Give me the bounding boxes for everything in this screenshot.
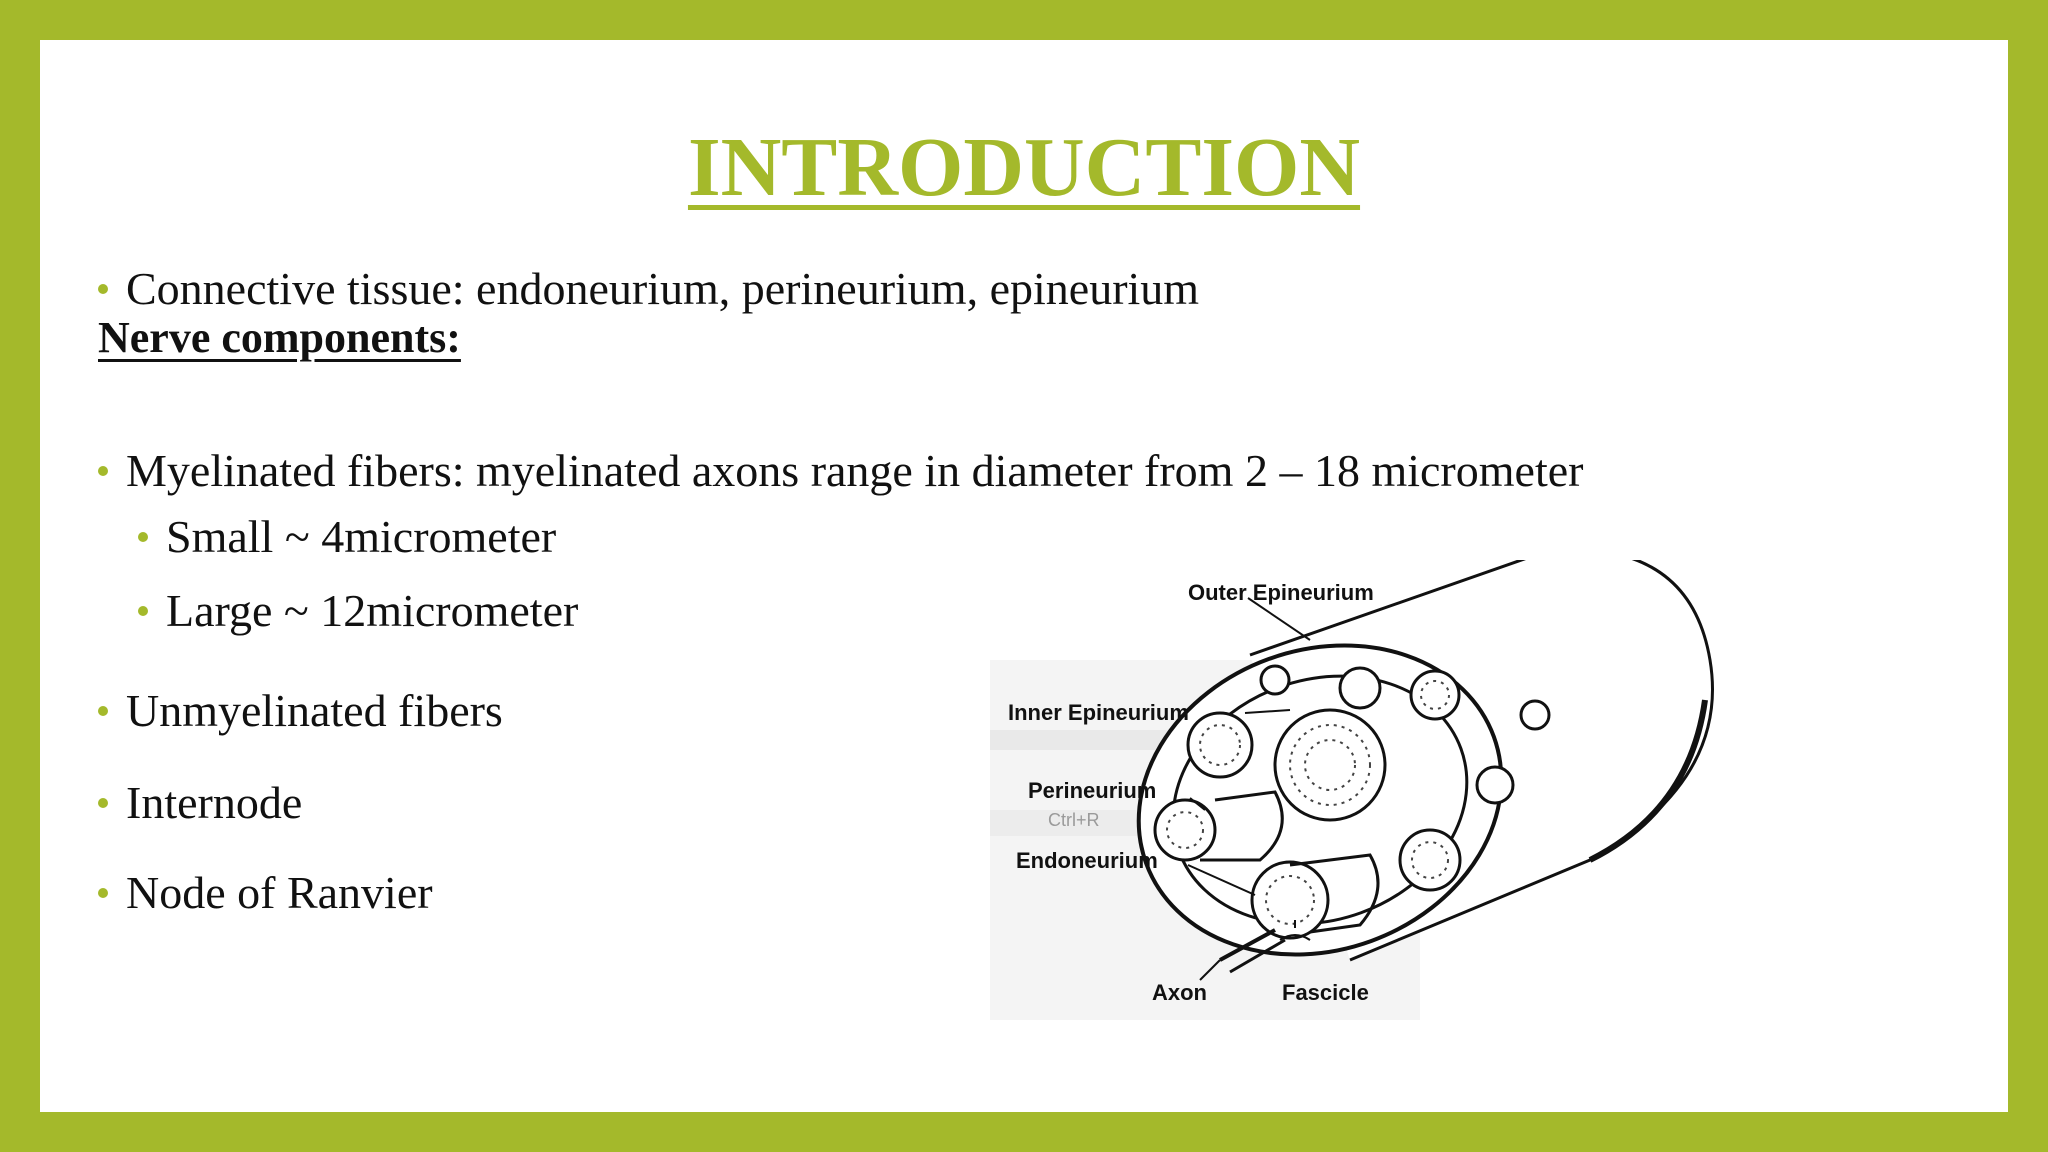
fascicle bbox=[1400, 830, 1460, 890]
fascicle bbox=[1340, 668, 1380, 708]
fascicle-large bbox=[1275, 710, 1385, 820]
bullet-internode: Internode bbox=[98, 780, 302, 826]
fascicle bbox=[1155, 800, 1215, 860]
label-endoneurium: Endoneurium bbox=[1016, 848, 1158, 873]
bullet-dot-icon bbox=[138, 606, 148, 616]
label-axon: Axon bbox=[1152, 980, 1207, 1005]
bullet-dot-icon bbox=[98, 888, 108, 898]
fascicle-small bbox=[1521, 701, 1549, 729]
bullet-node-of-ranvier: Node of Ranvier bbox=[98, 870, 433, 916]
bullet-unmyelinated-fibers: Unmyelinated fibers bbox=[98, 688, 503, 734]
bullet-dot-icon bbox=[98, 466, 108, 476]
fascicle-small bbox=[1477, 767, 1513, 803]
bullet-dot-icon bbox=[98, 706, 108, 716]
fascicle bbox=[1188, 713, 1252, 777]
fascicle bbox=[1252, 862, 1328, 938]
bullet-dot-icon bbox=[98, 284, 108, 294]
bullet-connective-tissue: Connective tissue: endoneurium, perineurium, epineurium bbox=[98, 266, 1199, 312]
label-inner-epineurium: Inner Epineurium bbox=[1008, 700, 1189, 725]
label-perineurium: Perineurium bbox=[1028, 778, 1157, 803]
sub-bullet-large: Large ~ 12micrometer bbox=[138, 588, 578, 634]
bullet-myelinated-fibers: Myelinated fibers: myelinated axons range in diameter from 2 – 18 micrometer bbox=[98, 448, 1583, 494]
slide-title: INTRODUCTION bbox=[687, 121, 1361, 214]
fascicle bbox=[1411, 671, 1459, 719]
label-outer-epineurium: Outer Epineurium bbox=[1188, 580, 1374, 605]
sub-bullet-small: Small ~ 4micrometer bbox=[138, 514, 556, 560]
bullet-dot-icon bbox=[138, 532, 148, 542]
shortcut-hint: Ctrl+R bbox=[1048, 810, 1100, 830]
section-heading: Nerve components: bbox=[98, 313, 461, 362]
nerve-cross-section-diagram bbox=[990, 560, 1930, 1020]
fascicle-small bbox=[1261, 666, 1289, 694]
slide bbox=[40, 40, 2008, 1112]
label-fascicle: Fascicle bbox=[1282, 980, 1369, 1005]
bullet-dot-icon bbox=[98, 798, 108, 808]
